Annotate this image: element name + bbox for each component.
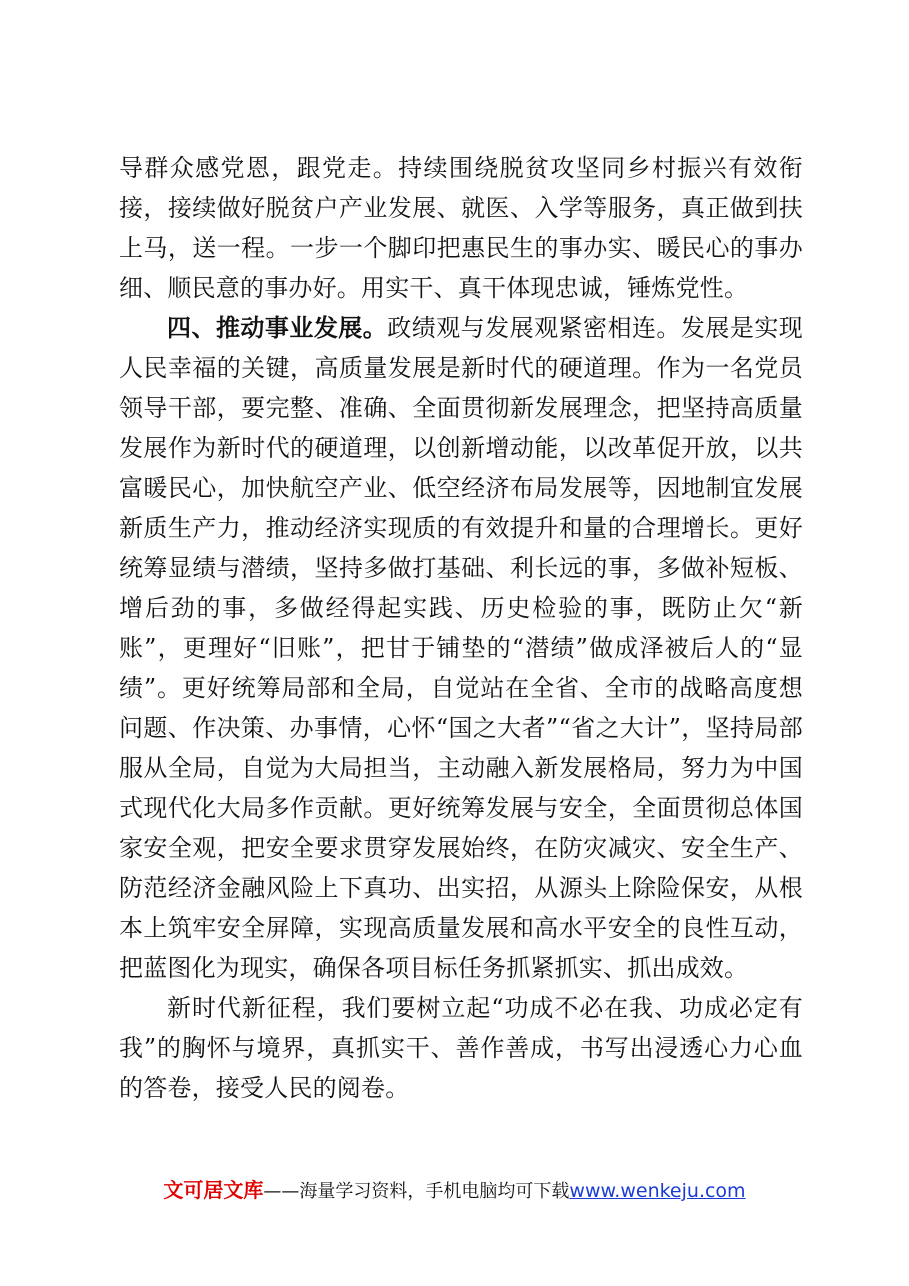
document-body [119,148,803,1108]
footer-tagline: ——海量学习资料，手机电脑均可下载 [263,1181,570,1202]
paragraph-2-text: 政绩观与发展观紧密相连。发展是实现人民幸福的关键，高质量发展是新时代的硬道理。作为一名党员领导干部，要完整、准确、全面贯彻新发展理念，把坚持高质量发展作为新时代的硬道理，以创新增动能，以改革促开放，以共富暖民心，加快航空产业、低空经济布局发展等，因地制宜发展新质生产力，推动经济实现质的有效提升和量的合理增长。更好统筹显绩与潜绩，坚持多做打基础、利长远的事，多做补短板、增后劲的事，多做经得起实践、历史检验的事，既防止欠“新账”，更理好“旧账”，把甘于铺垫的“潜绩”做成泽被后人的“显绩”。更好统筹局部和全局，自觉站在全省、全市的战略高度想问题、作决策、办事情，心怀“国之大者”“省之大计”，坚持局部服从全局，自觉为大局担当，主动融入新发展格局，努力为中国式现代化大局多作贡献。更好统筹发展与安全，全面贯彻总体国家安全观，把安全要求贯穿发展始终，在防灾减灾、安全生产、防范经济金融风险上下真功、出实招，从源头上除险保安，从根本上筑牢安全屏障，实现高质量发展和高水平安全的良性互动，把蓝图化为现实，确保各项目标任务抓紧抓实、抓出成效。 [119,314,803,982]
paragraph-1 [119,148,803,308]
footer-banner [0,1176,909,1206]
section-heading-four: 四、推动事业发展。 [167,314,388,342]
paragraph-3 [119,988,803,1108]
paragraph-1-text: 导群众感党恩，跟党走。持续围绕脱贫攻坚同乡村振兴有效衔接，接续做好脱贫户产业发展、就医、入学等服务，真正做到扶上马，送一程。一步一个脚印把惠民生的事办实、暖民心的事办细、顺民意的事办好。用实干、真干体现忠诚，锤炼党性。 [119,154,803,302]
paragraph-3-text: 新时代新征程，我们要树立起“功成不必在我、功成必定有我”的胸怀与境界，真抓实干、善作善成，书写出浸透心力心血的答卷，接受人民的阅卷。 [119,994,803,1102]
footer-url-link[interactable]: www.wenkeju.com [569,1180,746,1202]
paragraph-2 [119,308,803,988]
footer-brand: 文可居文库 [163,1178,264,1202]
